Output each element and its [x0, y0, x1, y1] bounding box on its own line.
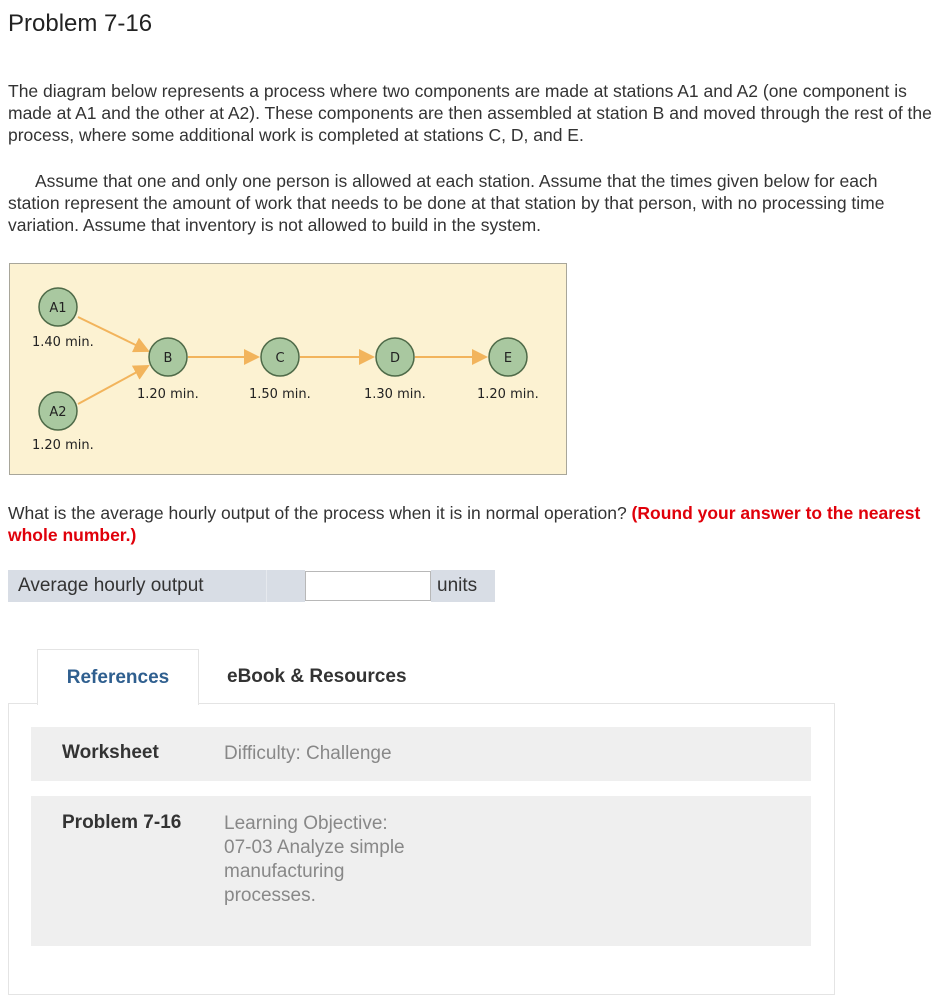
station-time: 1.40 min. — [32, 335, 94, 350]
station-time: 1.30 min. — [364, 387, 426, 402]
references-panel — [8, 703, 835, 995]
station-name: B — [163, 351, 173, 366]
station-name: E — [503, 351, 513, 366]
answer-row — [8, 570, 495, 602]
station-name: A2 — [49, 405, 67, 420]
resource-key[interactable]: Problem 7-16 — [62, 812, 182, 833]
tab-ebook-resources[interactable]: eBook & Resources — [227, 666, 407, 687]
station-name: A1 — [49, 301, 67, 316]
answer-label: Average hourly output — [8, 570, 266, 602]
problem-assumptions: Assume that one and only one person is allowed at each station. Assume that the times given below for each station represent the amount of work that needs to be done at that station by that person, with no processing time variation. Assume that inventory is not allowed to build in the system. — [8, 171, 885, 235]
resource-value: Learning Objective: 07-03 Analyze simple manufacturing processes. — [224, 813, 405, 906]
station-time: 1.20 min. — [137, 387, 199, 402]
resource-tabs — [37, 649, 407, 705]
resource-key[interactable]: Worksheet — [62, 742, 159, 763]
resource-row — [31, 727, 811, 781]
page-title: Problem 7-16 — [8, 10, 153, 37]
rounding-instruction: (Round your answer to the nearest whole number.) — [8, 503, 921, 545]
tab-references[interactable]: References — [37, 649, 199, 705]
station-name: D — [389, 351, 401, 366]
station-time: 1.50 min. — [249, 387, 311, 402]
station-time: 1.20 min. — [477, 387, 539, 402]
average-hourly-output-input[interactable] — [305, 571, 431, 601]
station-time: 1.20 min. — [32, 438, 94, 453]
process-diagram — [9, 263, 567, 475]
process-flow-svg — [10, 264, 566, 474]
question — [8, 502, 933, 546]
units-label: units — [431, 570, 495, 602]
problem-description: The diagram below represents a process where two components are made at stations A1 and A2 (one component is made at A1 and the other at A2). These components are then assembled at station B and moved through the rest of the process, where some additional work is completed at stations C, D, and E. — [8, 81, 932, 145]
resource-row — [31, 796, 811, 946]
question-text: What is the average hourly output of the process when it is in normal operation? — [8, 503, 632, 523]
answer-spacer — [266, 570, 305, 602]
station-name: C — [275, 351, 285, 366]
resource-value: Difficulty: Challenge — [224, 743, 392, 764]
